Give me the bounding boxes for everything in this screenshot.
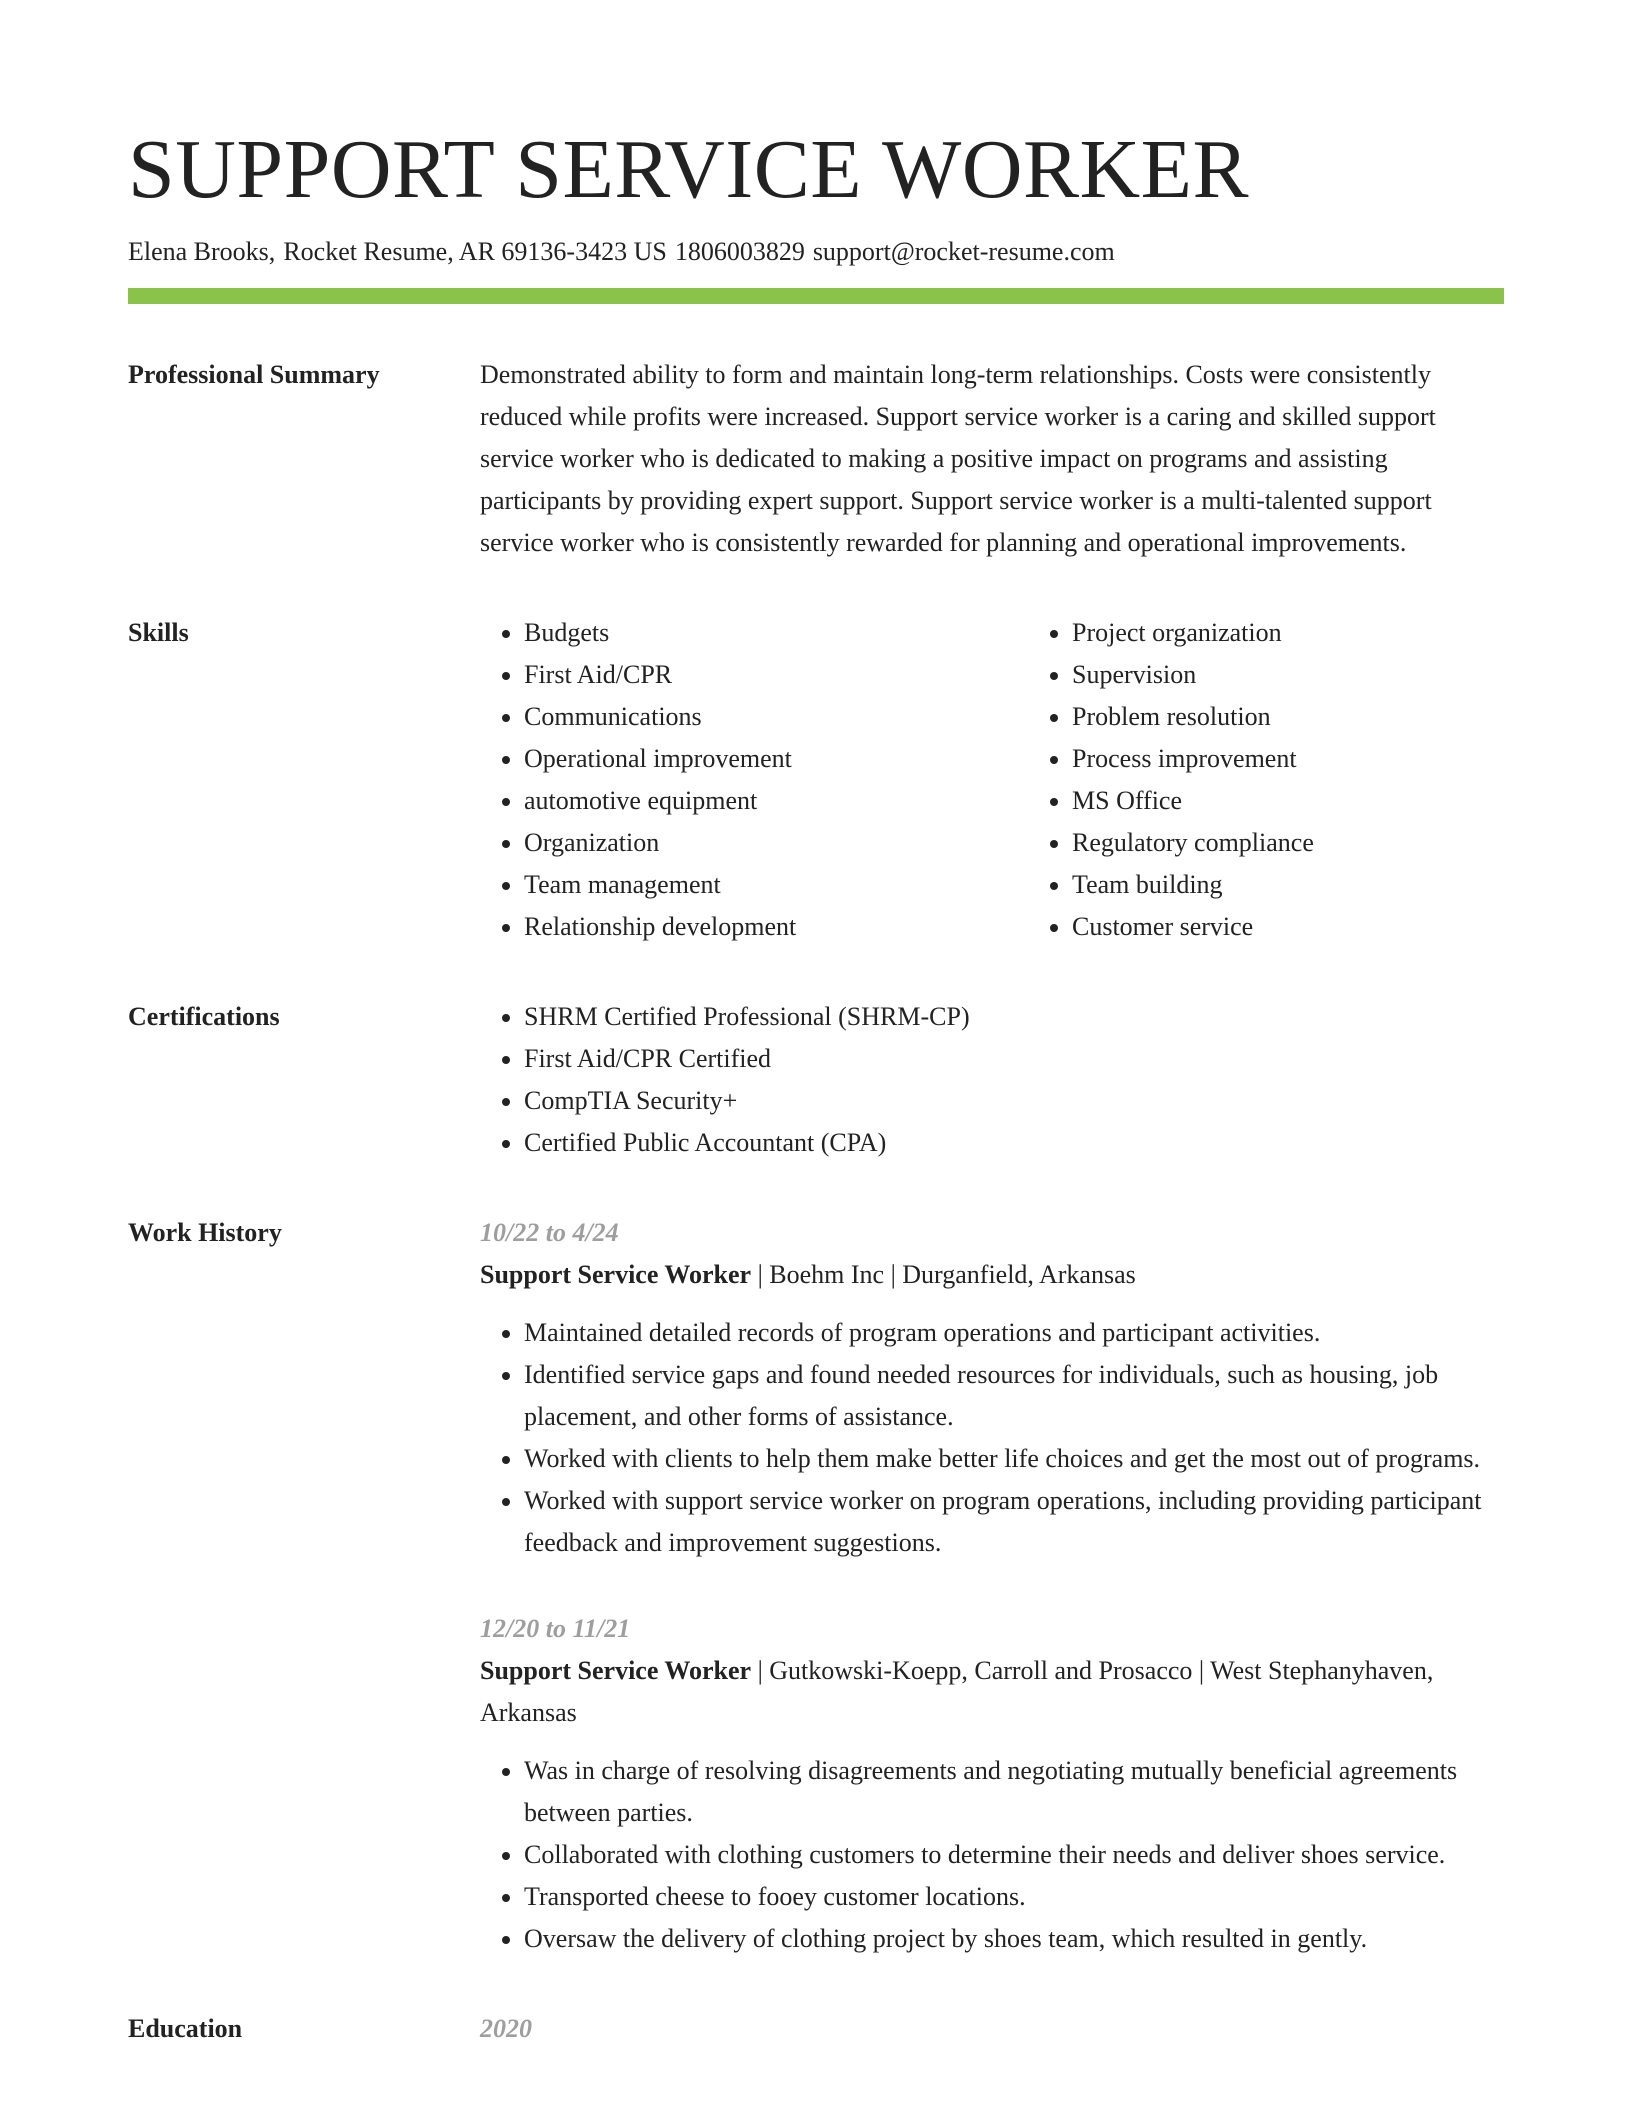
certifications-section [128,996,1504,1164]
certifications-heading: Certifications [128,1002,280,1031]
contact-name: Elena Brooks, [128,237,276,266]
skill-item: • MS Office [1072,780,1576,822]
certification-item: • First Aid/CPR Certified [524,1038,1504,1080]
summary-text: Demonstrated ability to form and maintain long-term relationships. Costs were consistently reduced while profits were increased. Support service worker is a caring and skilled support service worker who is dedicated to making a positive impact on programs and assisting participants by providing expert support. Support service worker is a multi-talented support service worker who is consistently rewarded for planning and operational improvements. [480,360,1436,557]
job-bullet: • Was in charge of resolving disagreements and negotiating mutually beneficial agreements between parties. [524,1750,1504,1834]
job-bullet: • Identified service gaps and found needed resources for individuals, such as housing, job placement, and other forms of assistance. [524,1354,1504,1438]
job-bullet: • Maintained detailed records of program operations and participant activities. [524,1312,1504,1354]
job-bullet: • Worked with clients to help them make better life choices and get the most out of programs. [524,1438,1504,1480]
certification-item: • Certified Public Accountant (CPA) [524,1122,1504,1164]
job-heading [480,1650,1504,1734]
education-section [128,2008,1504,2050]
job-dates: 12/20 to 11/21 [480,1614,631,1643]
skill-item: • Communications [524,696,1028,738]
job-title: Support Service Worker [480,1656,752,1685]
job-bullet: • Oversaw the delivery of clothing project by shoes team, which resulted in gently. [524,1918,1504,1960]
skill-item: • Team management [524,864,1028,906]
job-entry [480,1212,1504,1564]
skills-section [128,612,1504,948]
certification-item: • SHRM Certified Professional (SHRM-CP) [524,996,1504,1038]
skill-item: • Supervision [1072,654,1576,696]
contact-phone: 1806003829 [674,237,805,266]
contact-location: Rocket Resume, AR 69136-3423 US [283,237,667,266]
resume-title: SUPPORT SERVICE WORKER [128,123,1250,216]
skill-item: • Process improvement [1072,738,1576,780]
skills-list-right [1028,612,1576,948]
skill-item: • First Aid/CPR [524,654,1028,696]
education-year: 2020 [480,2014,532,2043]
skill-item: • Team building [1072,864,1576,906]
skill-item: • Operational improvement [524,738,1028,780]
skill-item: • Problem resolution [1072,696,1576,738]
job-employer: | Gutkowski-Koepp, Carroll and Prosacco | West Stephanyhaven, Arkansas [480,1656,1434,1727]
skills-heading: Skills [128,618,189,647]
skill-item: • Organization [524,822,1028,864]
summary-section [128,354,1504,564]
contact-line [128,234,1504,270]
skills-list-left [480,612,1028,948]
job-entry [480,1608,1504,1960]
certification-item: • CompTIA Security+ [524,1080,1504,1122]
work-history-heading: Work History [128,1218,282,1247]
contact-email: support@rocket-resume.com [812,237,1115,266]
job-bullet: • Worked with support service worker on program operations, including providing participant feedback and improvement suggestions. [524,1480,1504,1564]
job-employer: | Boehm Inc | Durganfield, Arkansas [751,1260,1136,1289]
job-heading [480,1254,1504,1296]
certifications-list [480,996,1504,1164]
education-heading: Education [128,2014,243,2043]
summary-heading: Professional Summary [128,360,380,389]
skill-item: • Budgets [524,612,1028,654]
work-history-section [128,1212,1504,1960]
skill-item: • Regulatory compliance [1072,822,1576,864]
job-title: Support Service Worker [480,1260,752,1289]
header-divider [128,288,1504,304]
skill-item: • Project organization [1072,612,1576,654]
job-bullets [480,1312,1504,1564]
job-bullets [480,1750,1504,1960]
job-dates: 10/22 to 4/24 [480,1218,619,1247]
skill-item: • automotive equipment [524,780,1028,822]
skill-item: • Relationship development [524,906,1028,948]
resume-page [128,118,1504,2050]
skill-item: • Customer service [1072,906,1576,948]
job-bullet: • Transported cheese to fooey customer locations. [524,1876,1504,1918]
job-bullet: • Collaborated with clothing customers to determine their needs and deliver shoes service. [524,1834,1504,1876]
